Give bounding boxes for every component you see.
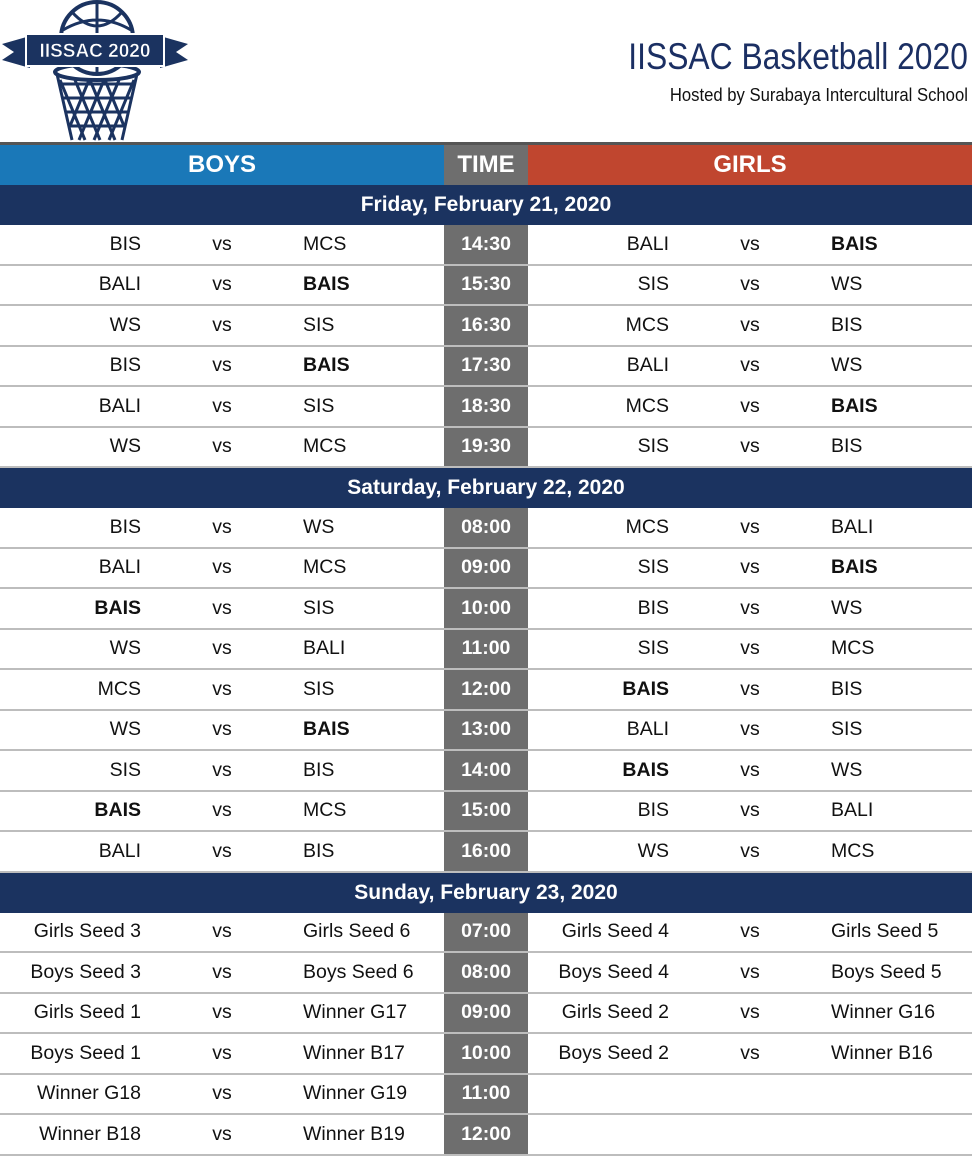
boys-vs-label: vs (212, 232, 232, 255)
boys-team-away: MCS (303, 799, 347, 822)
boys-vs-label: vs (212, 596, 232, 619)
girls-vs-label: vs (740, 394, 760, 417)
girls-vs-label: vs (740, 354, 760, 377)
schedule-table (0, 145, 972, 1156)
girls-vs-label: vs (740, 637, 760, 660)
game-time: 18:30 (444, 387, 528, 426)
game-time: 12:00 (444, 1115, 528, 1154)
girls-team-away: BAIS (831, 232, 878, 255)
boys-team-home: Boys Seed 1 (30, 1041, 141, 1064)
girls-vs-label: vs (740, 313, 760, 336)
boys-team-home: MCS (97, 677, 141, 700)
game-time: 14:00 (444, 751, 528, 790)
game-row (0, 347, 972, 388)
girls-column-header: GIRLS (528, 145, 972, 185)
boys-team-home: Winner B18 (39, 1122, 141, 1145)
girls-team-home: WS (637, 839, 669, 862)
game-row (0, 387, 972, 428)
boys-team-away: BALI (303, 637, 346, 660)
boys-vs-label: vs (212, 394, 232, 417)
girls-team-away: MCS (831, 839, 875, 862)
game-time: 17:30 (444, 347, 528, 386)
girls-vs-label: vs (740, 758, 760, 781)
boys-vs-label: vs (212, 556, 232, 579)
boys-team-away: Winner B17 (303, 1041, 405, 1064)
boys-team-home: BALI (98, 273, 141, 296)
boys-team-away: Winner G17 (303, 1001, 408, 1024)
game-time: 14:30 (444, 225, 528, 264)
girls-vs-label: vs (740, 960, 760, 983)
boys-vs-label: vs (212, 718, 232, 741)
page-title: IISSAC Basketball 2020 (628, 36, 968, 77)
game-time: 15:30 (444, 266, 528, 305)
girls-team-home: MCS (625, 515, 669, 538)
boys-team-home: Winner G18 (36, 1082, 141, 1105)
girls-team-away: WS (831, 758, 863, 781)
girls-team-away (831, 1115, 972, 1154)
girls-team-home: BAIS (622, 758, 669, 781)
game-row (0, 549, 972, 590)
girls-team-home: Boys Seed 4 (558, 960, 669, 983)
game-row (0, 994, 972, 1035)
game-time: 16:30 (444, 306, 528, 345)
girls-team-home: BIS (637, 596, 669, 619)
girls-vs-label (669, 1075, 831, 1114)
boys-team-home: BIS (109, 232, 141, 255)
boys-team-home: SIS (109, 758, 141, 781)
boys-team-away: Winner G19 (303, 1082, 408, 1105)
girls-vs-label: vs (740, 839, 760, 862)
girls-team-away: WS (831, 596, 863, 619)
girls-vs-label: vs (740, 556, 760, 579)
boys-team-away: MCS (303, 232, 347, 255)
boys-team-home: Boys Seed 3 (30, 960, 141, 983)
boys-team-home: BALI (98, 556, 141, 579)
girls-team-away (831, 1075, 972, 1114)
boys-vs-label: vs (212, 1001, 232, 1024)
girls-team-away: BIS (831, 435, 863, 458)
girls-team-away: BIS (831, 313, 863, 336)
boys-team-away: SIS (303, 313, 335, 336)
boys-team-home: WS (109, 313, 141, 336)
boys-vs-label: vs (212, 1041, 232, 1064)
time-column-header: TIME (444, 145, 528, 185)
girls-team-home: BALI (626, 232, 669, 255)
girls-team-home: BAIS (622, 677, 669, 700)
boys-vs-label: vs (212, 637, 232, 660)
boys-team-home: BIS (109, 354, 141, 377)
page-subtitle: Hosted by Surabaya Intercultural School (669, 84, 968, 105)
girls-vs-label: vs (740, 1001, 760, 1024)
game-row (0, 266, 972, 307)
girls-team-home: SIS (637, 435, 669, 458)
boys-team-away: MCS (303, 435, 347, 458)
schedule-days (0, 185, 972, 1156)
column-headers (0, 145, 972, 185)
girls-vs-label: vs (740, 515, 760, 538)
boys-team-home: BALI (98, 839, 141, 862)
girls-team-home: BALI (626, 354, 669, 377)
game-time: 15:00 (444, 792, 528, 831)
game-row (0, 832, 972, 873)
girls-team-away: Winner B16 (831, 1041, 933, 1064)
girls-team-away: Girls Seed 5 (831, 920, 939, 943)
boys-team-away: Winner B19 (303, 1122, 405, 1145)
boys-team-away: WS (303, 515, 335, 538)
boys-vs-label: vs (212, 758, 232, 781)
game-row (0, 670, 972, 711)
girls-team-away: Winner G16 (831, 1001, 936, 1024)
boys-team-home: BIS (109, 515, 141, 538)
boys-team-away: SIS (303, 677, 335, 700)
game-time: 11:00 (444, 630, 528, 669)
girls-team-away: WS (831, 273, 863, 296)
girls-vs-label: vs (740, 718, 760, 741)
game-row (0, 953, 972, 994)
girls-team-home: Girls Seed 2 (561, 1001, 669, 1024)
logo-text: IISSAC 2020 (39, 41, 151, 62)
game-time: 10:00 (444, 589, 528, 628)
boys-team-away: Boys Seed 6 (303, 960, 414, 983)
boys-vs-label: vs (212, 1082, 232, 1105)
girls-team-home: SIS (637, 556, 669, 579)
boys-team-home: BAIS (94, 596, 141, 619)
boys-vs-label: vs (212, 960, 232, 983)
girls-vs-label: vs (740, 273, 760, 296)
girls-team-home (528, 1115, 669, 1154)
girls-team-away: BIS (831, 677, 863, 700)
boys-team-away: SIS (303, 596, 335, 619)
girls-team-home: Boys Seed 2 (558, 1041, 669, 1064)
game-time: 08:00 (444, 508, 528, 547)
game-row (0, 751, 972, 792)
boys-team-home: WS (109, 637, 141, 660)
game-row (0, 306, 972, 347)
boys-team-away: BIS (303, 839, 335, 862)
girls-team-home: SIS (637, 637, 669, 660)
boys-team-home: Girls Seed 3 (33, 920, 141, 943)
game-row (0, 1034, 972, 1075)
boys-team-home: BAIS (94, 799, 141, 822)
girls-team-away: MCS (831, 637, 875, 660)
girls-team-home: BALI (626, 718, 669, 741)
game-time: 08:00 (444, 953, 528, 992)
day-header: Friday, February 21, 2020 (0, 185, 972, 225)
game-time: 13:00 (444, 711, 528, 750)
girls-team-away: Boys Seed 5 (831, 960, 942, 983)
game-row (0, 589, 972, 630)
day-header: Saturday, February 22, 2020 (0, 468, 972, 508)
game-row (0, 428, 972, 469)
game-row (0, 711, 972, 752)
boys-vs-label: vs (212, 435, 232, 458)
boys-vs-label: vs (212, 677, 232, 700)
girls-team-home: BIS (637, 799, 669, 822)
girls-team-away: BAIS (831, 556, 878, 579)
girls-team-away: SIS (831, 718, 863, 741)
boys-vs-label: vs (212, 354, 232, 377)
girls-team-away: BAIS (831, 394, 878, 417)
boys-team-home: WS (109, 718, 141, 741)
boys-vs-label: vs (212, 515, 232, 538)
game-time: 09:00 (444, 994, 528, 1033)
boys-team-away: Girls Seed 6 (303, 920, 411, 943)
girls-vs-label: vs (740, 1041, 760, 1064)
girls-vs-label: vs (740, 677, 760, 700)
game-time: 10:00 (444, 1034, 528, 1073)
boys-team-home: WS (109, 435, 141, 458)
girls-team-home (528, 1075, 669, 1114)
game-row (0, 508, 972, 549)
girls-team-away: WS (831, 354, 863, 377)
game-row (0, 1075, 972, 1116)
boys-vs-label: vs (212, 313, 232, 336)
game-time: 09:00 (444, 549, 528, 588)
day-header: Sunday, February 23, 2020 (0, 873, 972, 913)
girls-team-home: SIS (637, 273, 669, 296)
game-time: 16:00 (444, 832, 528, 871)
girls-team-home: Girls Seed 4 (561, 920, 669, 943)
boys-vs-label: vs (212, 920, 232, 943)
boys-team-away: BAIS (303, 273, 350, 296)
page-header (573, 36, 968, 106)
game-time: 07:00 (444, 913, 528, 952)
girls-vs-label: vs (740, 799, 760, 822)
girls-vs-label: vs (740, 232, 760, 255)
girls-team-home: MCS (625, 313, 669, 336)
game-row (0, 225, 972, 266)
boys-team-home: Girls Seed 1 (33, 1001, 141, 1024)
boys-team-away: BIS (303, 758, 335, 781)
boys-column-header: BOYS (0, 145, 444, 185)
game-time: 12:00 (444, 670, 528, 709)
game-row (0, 792, 972, 833)
boys-vs-label: vs (212, 1122, 232, 1145)
boys-team-away: BAIS (303, 718, 350, 741)
girls-vs-label: vs (740, 435, 760, 458)
iissac-logo (0, 0, 190, 145)
girls-vs-label: vs (740, 596, 760, 619)
boys-team-away: BAIS (303, 354, 350, 377)
game-row (0, 913, 972, 954)
girls-team-away: BALI (831, 515, 874, 538)
girls-vs-label: vs (740, 920, 760, 943)
boys-vs-label: vs (212, 273, 232, 296)
girls-vs-label (669, 1115, 831, 1154)
game-time: 19:30 (444, 428, 528, 467)
girls-team-home: MCS (625, 394, 669, 417)
boys-team-away: MCS (303, 556, 347, 579)
boys-team-away: SIS (303, 394, 335, 417)
game-time: 11:00 (444, 1075, 528, 1114)
game-row (0, 1115, 972, 1156)
boys-team-home: BALI (98, 394, 141, 417)
boys-vs-label: vs (212, 799, 232, 822)
girls-team-away: BALI (831, 799, 874, 822)
game-row (0, 630, 972, 671)
boys-vs-label: vs (212, 839, 232, 862)
